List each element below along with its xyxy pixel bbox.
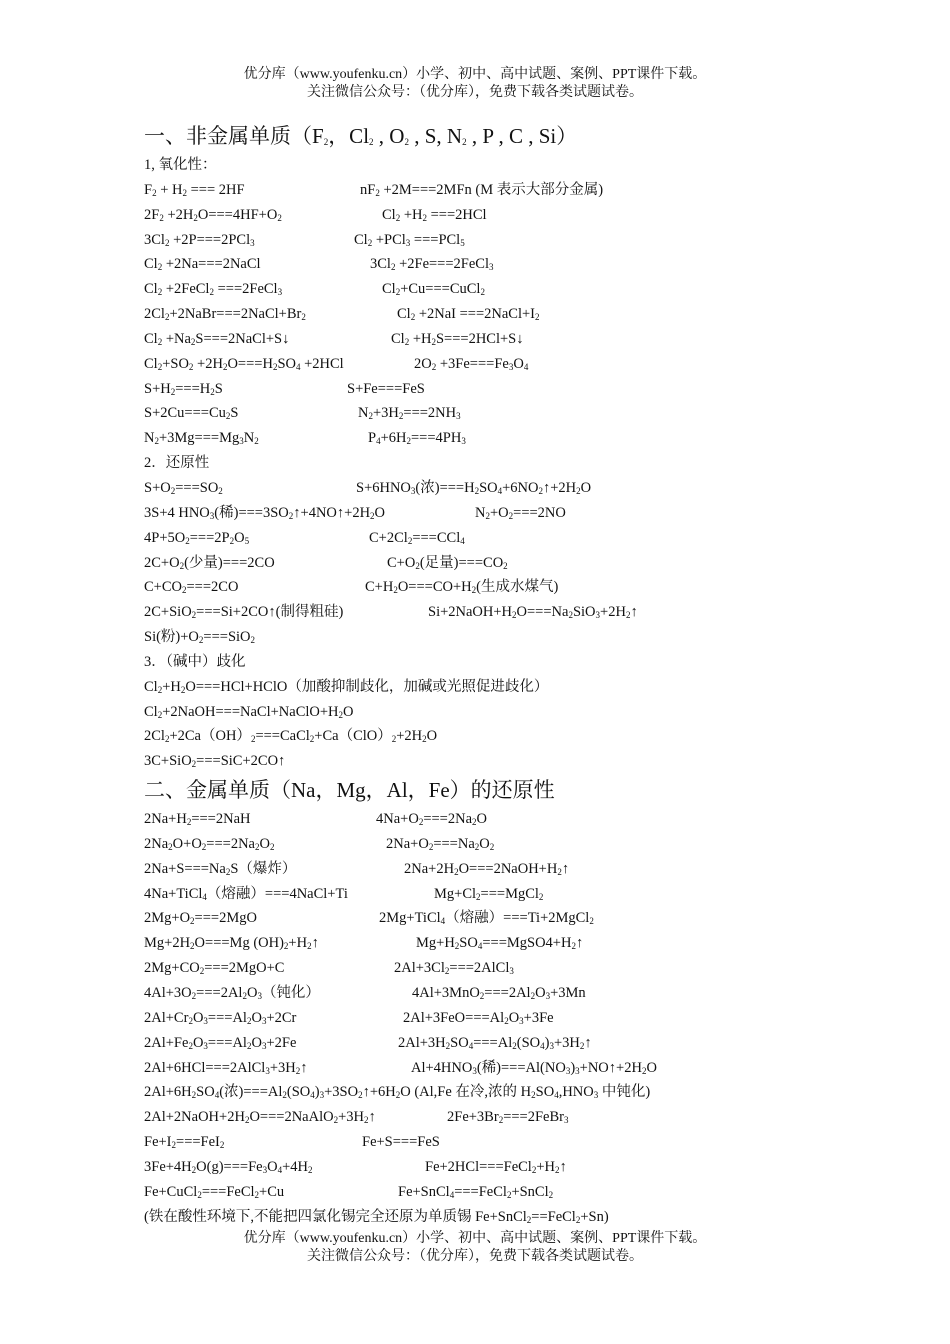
equation-left: $Cl_2$ +2Na===2NaCl — [144, 256, 261, 273]
equation-left: $2Al+6HCl===2AlCl_3+3H_2↑$ — [144, 1059, 308, 1076]
equation-left: $2Na+H_2===2NaH$ — [144, 811, 251, 828]
equation-left: 4Na+TiCl$_4$（熔融）===4NaCl+Ti — [144, 885, 348, 902]
equation-line — [144, 277, 844, 302]
equation-left: $2Al+Fe_2O_3===Al_2O_3+2Fe$ — [144, 1034, 297, 1051]
equation-left: $S+O_2===SO_2$ — [144, 479, 223, 496]
equation-line — [144, 327, 844, 352]
equation-line — [144, 600, 844, 625]
equation-line — [144, 1205, 844, 1230]
equation-right: $4Al+3MnO_2===2Al_2O_3+3Mn$ — [412, 985, 586, 1001]
equation-left: 1, 氧化性： — [144, 157, 217, 173]
equation-left: $3Cl_2 +2P===2PCl_3$ — [144, 231, 255, 248]
equation-left: (铁在酸性环境下,不能把四氯化锡完全还原为单质锡 Fe+SnCl$_2$==FeCl$_2$+Sn) — [144, 1208, 609, 1225]
equation-left: $4P+5O_2===2P_2O_5$ — [144, 529, 250, 546]
equation-left: 3S+4 $HNO_3$(稀)$===3SO_2↑+4NO↑+2H_2O$ — [144, 504, 386, 521]
equation-right: $Si+2NaOH+H_2O===Na_2SiO_3+2H_2↑$ — [428, 604, 638, 621]
header-line-1: 优分库（www.youfenku.cn）小学、初中、高中试题、案例、PPT课件下载。 — [243, 67, 707, 82]
equation-right: $Cl_2$ $+H_2S===2HCl+S↓$ — [391, 330, 524, 347]
equation-right: $2Al+3H_2SO_4===Al_2(SO_4)_3+3H_2↑$ — [398, 1034, 592, 1051]
equation-line — [144, 807, 844, 832]
footer-line-2: 关注微信公众号：（优分库），免费下载各类试题试卷。 — [307, 1249, 643, 1264]
equation-line — [144, 1155, 844, 1180]
page-header — [0, 66, 950, 102]
equation-left: $2Al+2NaOH+2H_2O===2NaAlO_2+3H_2↑$ — [144, 1109, 376, 1126]
equation-right: $Cl_2+Cu===CuCl_2$ — [382, 281, 485, 298]
equation-line — [144, 749, 844, 774]
equation-line — [144, 906, 844, 931]
equation-line — [144, 476, 844, 501]
equation-line — [144, 575, 844, 600]
equation-left: $2Mg+O_2===2MgO$ — [144, 910, 257, 927]
equation-line — [144, 451, 844, 476]
equation-left: $Mg+2H_2O===Mg$ $(OH)_2+H_2↑$ — [144, 935, 319, 952]
equation-right: $2Na+O_2===Na_2O_2$ — [386, 835, 495, 852]
equation-line — [144, 426, 844, 451]
equation-left: $2Al+6H_2SO_4$(浓)$===Al_2(SO_4)_3+3SO_2↑+6H_2O$ (Al,Fe 在冷,浓的 $H_2SO_4,HNO_3$ 中钝化) — [144, 1084, 651, 1101]
equation-left: Si(粉)$+O_2===SiO_2$ — [144, 629, 256, 646]
equation-line — [144, 178, 844, 203]
equation-left: $3Fe+4H_2O(g)===Fe_3O_4+4H_2$ — [144, 1158, 313, 1175]
equation-line — [144, 832, 844, 857]
page-footer — [0, 1230, 950, 1266]
equation-right: $2O_2 +3Fe===Fe_3O_4$ — [414, 355, 529, 372]
equation-left: $2Na+S===Na_2S$（爆炸） — [144, 860, 297, 877]
equation-right: $Fe+2HCl===FeCl_2+H_2↑$ — [425, 1158, 567, 1175]
equation-line — [144, 377, 844, 402]
equation-left: $N_2+3Mg===Mg_3N_2$ — [144, 430, 259, 447]
equation-left: $2Al+Cr_2O_3===Al_2O_3+2Cr$ — [144, 1009, 297, 1026]
equation-line — [144, 981, 844, 1006]
section-heading: 一、非金属单质（$F_2$，$Cl_2$ , $O_2$ , S, $N_2$ , P , C , Si） — [144, 124, 578, 148]
equation-line — [144, 1006, 844, 1031]
document-body — [144, 120, 844, 1229]
equation-right: $3Cl_2$ +2Fe===2FeCl$_3$ — [370, 256, 494, 273]
equation-right: $2Al+3FeO===Al_2O_3+3Fe$ — [403, 1009, 554, 1026]
equation-right: S+Fe===FeS — [347, 380, 425, 397]
equation-line — [144, 203, 844, 228]
equation-left: $Fe+I_2===FeI_2$ — [144, 1134, 225, 1151]
header-line-2: 关注微信公众号：（优分库），免费下载各类试题试卷。 — [307, 85, 643, 100]
equation-left: $Cl_2+2NaOH===NaCl+NaClO+H_2O$ — [144, 703, 354, 720]
equation-line — [144, 252, 844, 277]
equation-right: $2Na+2H_2O===2NaOH+H_2↑$ — [404, 860, 570, 877]
equation-line — [144, 1180, 844, 1205]
equation-left: $2Cl_2+2NaBr===2NaCl+Br_2$ — [144, 306, 306, 323]
equation-right: $S+6HNO_3$(浓)$===H_2SO_4+6NO_2↑+2H_2O$ — [356, 479, 592, 496]
equation-left: $4Al+3O_2===2Al_2O_3$（钝化） — [144, 985, 320, 1001]
section-heading: 二、金属单质（Na，Mg，Al，Fe）的还原性 — [144, 778, 555, 803]
equation-line — [144, 1105, 844, 1130]
footer-line-1: 优分库（www.youfenku.cn）小学、初中、高中试题、案例、PPT课件下载。 — [243, 1231, 707, 1246]
equation-right: $Al+4HNO_3$(稀)$===Al(NO_3)_3+NO↑+2H_2O$ — [411, 1059, 657, 1076]
equation-right: $N_2+3H_2===2NH_3$ — [358, 405, 461, 422]
equation-line — [144, 352, 844, 377]
equation-right: $N_2+O_2===2NO$ — [475, 504, 566, 521]
equation-right: $Mg+H_2SO_4===MgSO4+H_2↑$ — [416, 935, 584, 952]
equation-right: $Cl_2 +2NaI$ $===2NaCl+I_2$ — [397, 306, 540, 323]
equation-right: $2Fe+3Br_2===2FeBr_3$ — [447, 1109, 569, 1126]
equation-right: $4Na+O_2===2Na_2O$ — [376, 811, 487, 828]
equation-left: 3C+SiO$_2$===SiC+2CO↑ — [144, 753, 286, 770]
equation-left: 2．还原性 — [144, 455, 210, 472]
equation-left: $S+H_2===H_2S$ — [144, 380, 223, 397]
equation-line — [144, 1031, 844, 1056]
equation-right: Fe+S===FeS — [362, 1134, 440, 1151]
equation-left: 2C+SiO$_2$===Si+2CO↑(制得粗硅) — [144, 604, 344, 621]
equation-right: 2Mg+TiCl$_4$（熔融）===Ti+2MgCl$_2$ — [379, 910, 594, 927]
equation-line — [144, 956, 844, 981]
equation-line — [144, 228, 844, 253]
equation-right: $Mg+Cl_2===MgCl_2$ — [434, 885, 544, 902]
equation-line — [144, 650, 844, 675]
equation-right: $Cl_2 +H_2 ===2HCl$ — [382, 206, 487, 223]
equation-line — [144, 700, 844, 725]
equation-line — [144, 675, 844, 700]
equation-right: $P_4+6H_2===4PH_3$ — [368, 430, 466, 447]
equation-right: $Cl_2 +PCl_3 ===PCl_5$ — [354, 231, 465, 248]
equation-line — [144, 1056, 844, 1081]
equation-left: $S+2Cu===Cu_2S$ — [144, 405, 239, 422]
equation-line — [144, 153, 844, 178]
equation-line — [144, 724, 844, 749]
equation-line — [144, 551, 844, 576]
equation-right: $C+O_2$(足量)$===CO_2$ — [387, 554, 508, 571]
equation-right: $C+2Cl_2===CCl_4$ — [369, 529, 465, 546]
equation-left: $F_2 + H_2$ === 2HF — [144, 181, 245, 198]
equation-line — [144, 1130, 844, 1155]
equation-left: $2F_2 +2H_2O===4HF+O_2$ — [144, 206, 282, 223]
equation-left: $Cl_2+SO_2 +2H_2O===H_2SO_4 +2HCl$ — [144, 355, 344, 372]
equation-line — [144, 526, 844, 551]
equation-right: $nF_2 +2M===2MFn$ (M 表示大部分金属) — [360, 181, 604, 198]
equation-line — [144, 882, 844, 907]
equation-line — [144, 625, 844, 650]
equation-line — [144, 501, 844, 526]
equation-line — [144, 857, 844, 882]
equation-left: 3．（碱中）歧化 — [144, 653, 246, 670]
equation-left: $2Na_2O+O_2===2Na_2O_2$ — [144, 835, 275, 852]
equation-line — [144, 401, 844, 426]
equation-left: $2C+O_2$(少量)===2CO — [144, 554, 275, 571]
equation-line — [144, 931, 844, 956]
equation-left: $Cl_2$ $+Na_2S===2NaCl+S↓$ — [144, 330, 290, 347]
equation-right: $C+H_2O===CO+H_2$(生成水煤气) — [365, 579, 559, 596]
equation-left: $2Cl_2+2Ca(OH)_2===CaCl_2+Ca(ClO)_2+2H_2O$ — [144, 728, 438, 745]
equation-left: $2Mg+CO_2===2MgO+C$ — [144, 960, 285, 977]
equation-left: Fe+CuCl$_2$===FeCl$_2$+Cu — [144, 1183, 285, 1200]
equation-left: $Cl_2+H_2O===HCl+HClO$（加酸抑制歧化，加碱或光照促进歧化） — [144, 678, 549, 695]
equation-left: $Cl_2$ +2FeCl$_2$ ===2FeCl$_3$ — [144, 281, 283, 298]
equation-right: Fe+SnCl$_4$===FeCl$_2$+SnCl$_2$ — [398, 1183, 554, 1200]
equation-right: $2Al+3Cl_2===2AlCl_3$ — [394, 960, 514, 977]
equation-line — [144, 1080, 844, 1105]
equation-left: $C+CO_2===2CO$ — [144, 579, 239, 596]
equation-line — [144, 302, 844, 327]
